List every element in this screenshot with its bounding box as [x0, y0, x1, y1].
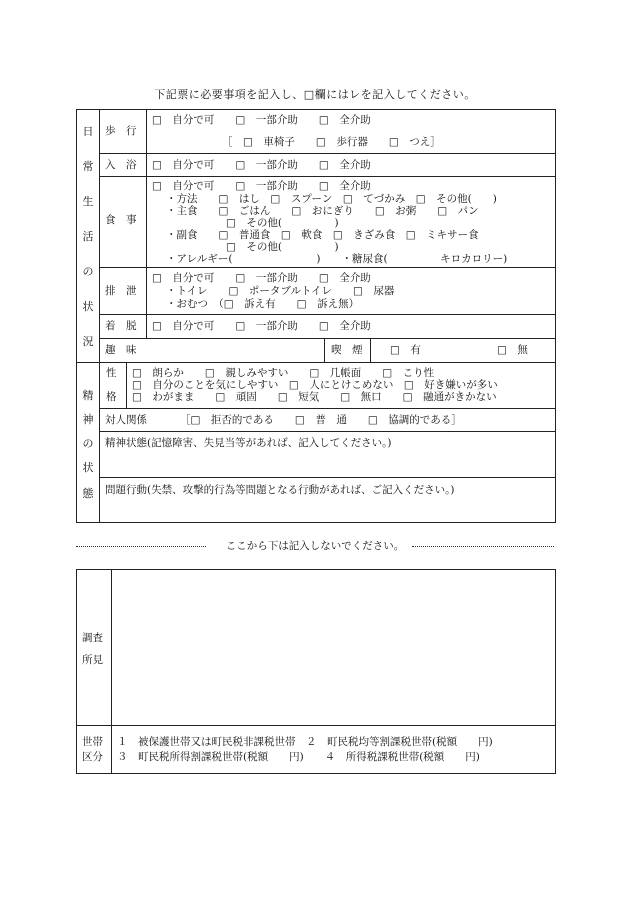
- instruction-text: 下記票に必要事項を記入し、□欄にはレを記入してください。: [154, 88, 476, 101]
- meal-method[interactable]: ・方法 □ はし □ スプーン □ てづかみ □ その他( ): [166, 193, 497, 205]
- daily-mental-table: [76, 109, 556, 523]
- dress-options[interactable]: □ 自分で可 □ 一部介助 □ 全介助: [152, 320, 371, 332]
- household-option-line2[interactable]: ３ 町民税所得割課税世帯(税額 円) ４ 所得税課税世帯(税額 円): [117, 751, 480, 763]
- survey-findings-area[interactable]: [115, 575, 551, 720]
- section-mental-char: 神: [82, 413, 94, 426]
- personality-line2[interactable]: □ 自分のことを気にしやすい □ 人にとけこめない □ 好き嫌いが多い: [132, 379, 498, 391]
- section-daily-char: 日: [82, 125, 94, 138]
- household-option-line1[interactable]: １ 被保護世帯又は町民税非課税世帯 ２ 町民税均等割課税世帯(税額 円): [117, 736, 493, 748]
- relations-options[interactable]: ［□ 拒否的である □ 普 通 □ 協調的である］: [180, 414, 462, 426]
- excretion-options[interactable]: □ 自分で可 □ 一部介助 □ 全介助: [152, 272, 371, 284]
- problem-behavior-field[interactable]: 問題行動(失禁、攻撃的行為等問題となる行動があれば、ご記入ください。): [105, 484, 455, 496]
- section-daily-char: 常: [82, 160, 94, 173]
- walk-label: 歩 行: [105, 125, 137, 137]
- meal-side[interactable]: ・副食 □ 普通食 □ 軟食 □ きざみ食 □ ミキサー食: [166, 229, 479, 241]
- personality-line1[interactable]: □ 朗らか □ 親しみやすい □ 几帳面 □ こり性: [132, 367, 435, 379]
- section-daily-char: 活: [82, 230, 94, 243]
- separator-text: ここから下は記入しないでください。: [225, 540, 405, 552]
- excretion-label: 排 泄: [105, 285, 137, 297]
- smoke-yes-checkbox[interactable]: □ 有: [390, 344, 421, 356]
- survey-label: 調査: [82, 632, 103, 644]
- section-mental-char: 精: [82, 389, 94, 402]
- section-daily-char: 状: [82, 300, 94, 313]
- smoke-label: 喫 煙: [331, 344, 363, 356]
- bath-label: 入 浴: [105, 159, 137, 171]
- walk-options[interactable]: □ 自分で可 □ 一部介助 □ 全介助: [152, 114, 371, 126]
- personality-label: 性: [106, 367, 117, 379]
- section-mental-char: 態: [82, 487, 94, 500]
- household-label: 区分: [82, 751, 103, 763]
- meal-side-other[interactable]: □ その他( ): [226, 241, 339, 253]
- smoke-no-checkbox[interactable]: □ 無: [497, 344, 528, 356]
- meal-options[interactable]: □ 自分で可 □ 一部介助 □ 全介助: [152, 180, 371, 192]
- section-daily-char: 況: [82, 335, 94, 348]
- meal-staple-other[interactable]: □ その他( ): [226, 217, 339, 229]
- hobby-label: 趣 味: [105, 344, 137, 356]
- excretion-toilet[interactable]: ・トイレ □ ポータブルトイレ □ 尿器: [166, 285, 395, 297]
- personality-line3[interactable]: □ わがまま □ 頑固 □ 短気 □ 無口 □ 融通がきかない: [132, 391, 497, 403]
- dress-label: 着 脱: [105, 320, 137, 332]
- section-daily-char: の: [82, 265, 94, 278]
- walk-aids[interactable]: ［ □ 車椅子 □ 歩行器 □ つえ］: [222, 136, 441, 148]
- section-mental-char: 状: [82, 461, 94, 474]
- relations-label: 対人関係: [105, 414, 147, 426]
- meal-staple[interactable]: ・主食 □ ごはん □ おにぎり □ お粥 □ パン: [166, 205, 479, 217]
- survey-label: 所見: [82, 654, 103, 666]
- excretion-diaper[interactable]: ・おむつ （□ 訴え有 □ 訴え無）: [166, 298, 360, 310]
- meal-label: 食 事: [105, 214, 137, 226]
- section-mental-char: の: [82, 437, 94, 450]
- mental-state-field[interactable]: 精神状態(記憶障害、失見当等があれば、記入してください。): [105, 437, 392, 449]
- meal-allergy[interactable]: ・アレルギー( ) ・糖尿食( キロカロリー): [166, 253, 508, 265]
- section-daily-char: 生: [82, 195, 94, 208]
- bath-options[interactable]: □ 自分で可 □ 一部介助 □ 全介助: [152, 159, 371, 171]
- household-label: 世帯: [82, 736, 103, 748]
- personality-label: 格: [106, 391, 117, 403]
